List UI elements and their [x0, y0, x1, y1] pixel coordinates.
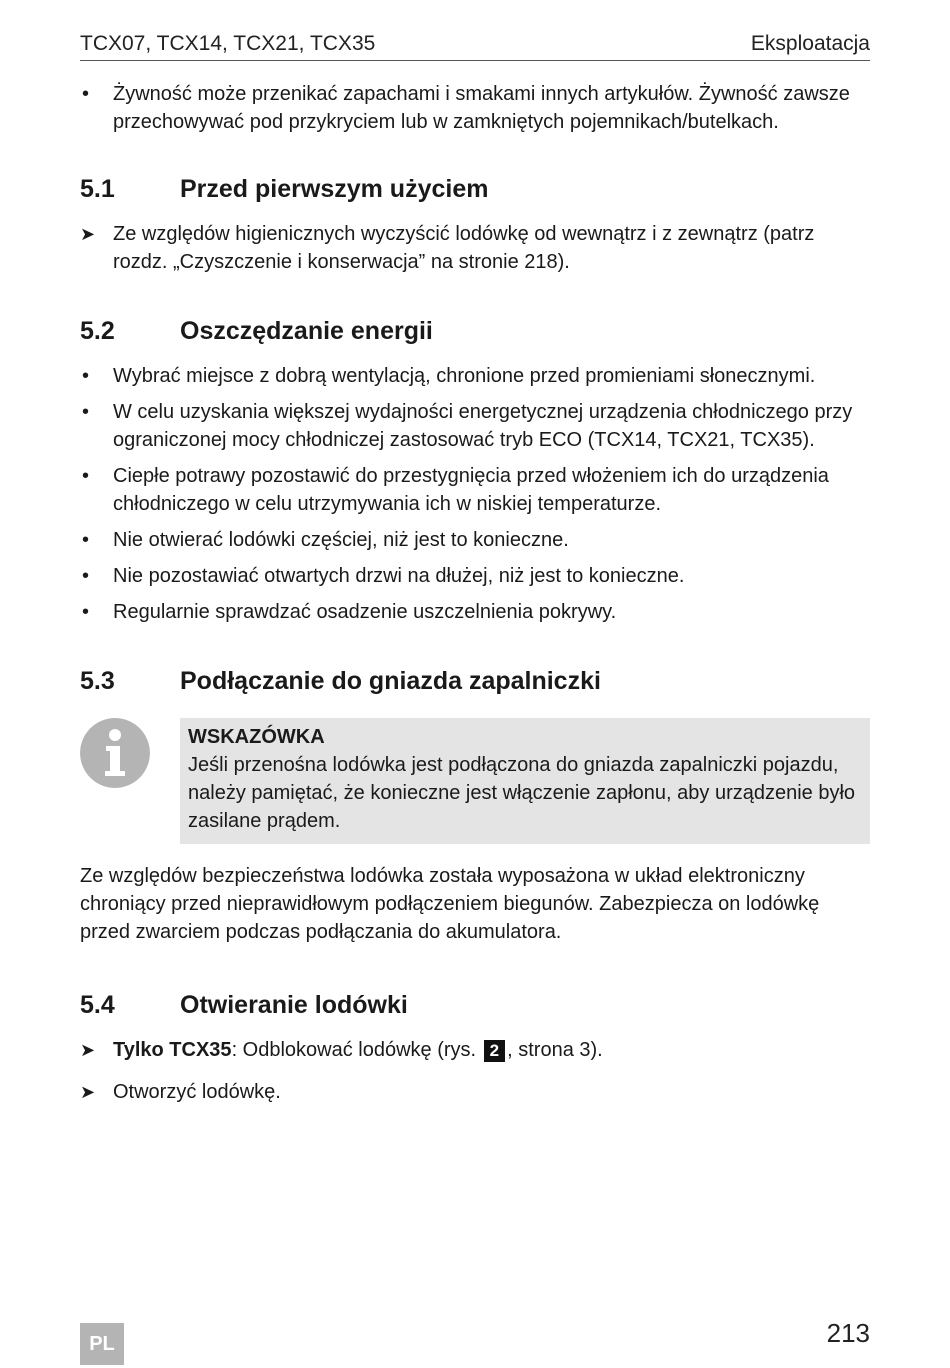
arrow-right-icon: ➤: [80, 1040, 96, 1060]
page-number: 213: [826, 1318, 870, 1348]
note-content: [180, 718, 870, 844]
list-item: • Żywność może przenikać zapachami i smakami innych artykułów. Żywność zawsze przechowywać pod przykryciem lub w zamkniętych pojemnikach/butelkach.: [80, 80, 870, 136]
info-icon: [80, 718, 150, 788]
page-content: [80, 80, 870, 1114]
arrow-right-icon: ➤: [80, 224, 96, 244]
language-tab: PL: [80, 1323, 124, 1365]
figure-badge: 2: [484, 1040, 505, 1062]
list-item: • Ciepłe potrawy pozostawić do przestygnięcia przed włożeniem ich do urządzenia chłodniczego w celu utrzymywania ich w niskiej temperaturze.: [80, 462, 870, 518]
list-item: • Nie otwierać lodówki częściej, niż jest to konieczne.: [80, 526, 870, 554]
section-heading-5-2: 5.2 Oszczędzanie energii: [80, 317, 433, 345]
section-5-1-steps: [80, 220, 870, 276]
bullet-icon: •: [82, 83, 90, 105]
section-5-3-body: Ze względów bezpieczeństwa lodówka została wyposażona w układ elektroniczny chroniący przed nieprawidłowym podłączeniem biegunów. Zabezpiecza on lodówkę przed zwarciem podczas podłączania do akumulatora.: [80, 865, 820, 943]
list-item: ➤ Ze względów higienicznych wyczyścić lodówkę od wewnątrz i z zewnątrz (patrz rozdz. „Czyszczenie i konserwacja” na stronie 218).: [80, 220, 870, 276]
bullet-icon: •: [82, 365, 90, 387]
bullet-icon: •: [82, 601, 90, 623]
section-5-2-list: [80, 362, 870, 626]
list-item: • Wybrać miejsce z dobrą wentylacją, chronione przed promieniami słonecznymi.: [80, 362, 870, 390]
section-5-4-steps: [80, 1036, 870, 1106]
bullet-icon: •: [82, 465, 90, 487]
list-item: • Nie pozostawiać otwartych drzwi na dłużej, niż jest to konieczne.: [80, 562, 870, 590]
header-chapter: Eksploatacja: [750, 32, 870, 55]
bullet-icon: •: [82, 401, 90, 423]
bullet-icon: •: [82, 565, 90, 587]
list-item: • Regularnie sprawdzać osadzenie uszczelnienia pokrywy.: [80, 598, 870, 626]
header-model-list: TCX07, TCX14, TCX21, TCX35: [80, 32, 376, 55]
section-heading-5-4: 5.4 Otwieranie lodówki: [80, 991, 408, 1019]
note-heading: WSKAZÓWKA: [188, 726, 325, 748]
list-item: • W celu uzyskania większej wydajności energetycznej urządzenia chłodniczego przy ograniczonej mocy chłodniczej zastosować tryb ECO (TCX14, TCX21, TCX35).: [80, 398, 870, 454]
list-item: ➤ Tylko TCX35: Odblokować lodówkę (rys. 2 , strona 3).: [80, 1036, 870, 1064]
arrow-right-icon: ➤: [80, 1082, 96, 1102]
list-item: ➤ Otworzyć lodówkę.: [80, 1078, 870, 1106]
page-header: [80, 30, 870, 61]
intro-list: [80, 80, 870, 136]
section-heading-5-3: 5.3 Podłączanie do gniazda zapalniczki: [80, 667, 601, 695]
note-text: Jeśli przenośna lodówka jest podłączona do gniazda zapalniczki pojazdu, należy pamiętać, że konieczne jest włączenie zapłonu, aby urządzenie było zasilane prądem.: [188, 754, 856, 832]
section-heading-5-1: 5.1 Przed pierwszym użyciem: [80, 175, 489, 203]
note-box: [80, 718, 870, 844]
bullet-icon: •: [82, 529, 90, 551]
